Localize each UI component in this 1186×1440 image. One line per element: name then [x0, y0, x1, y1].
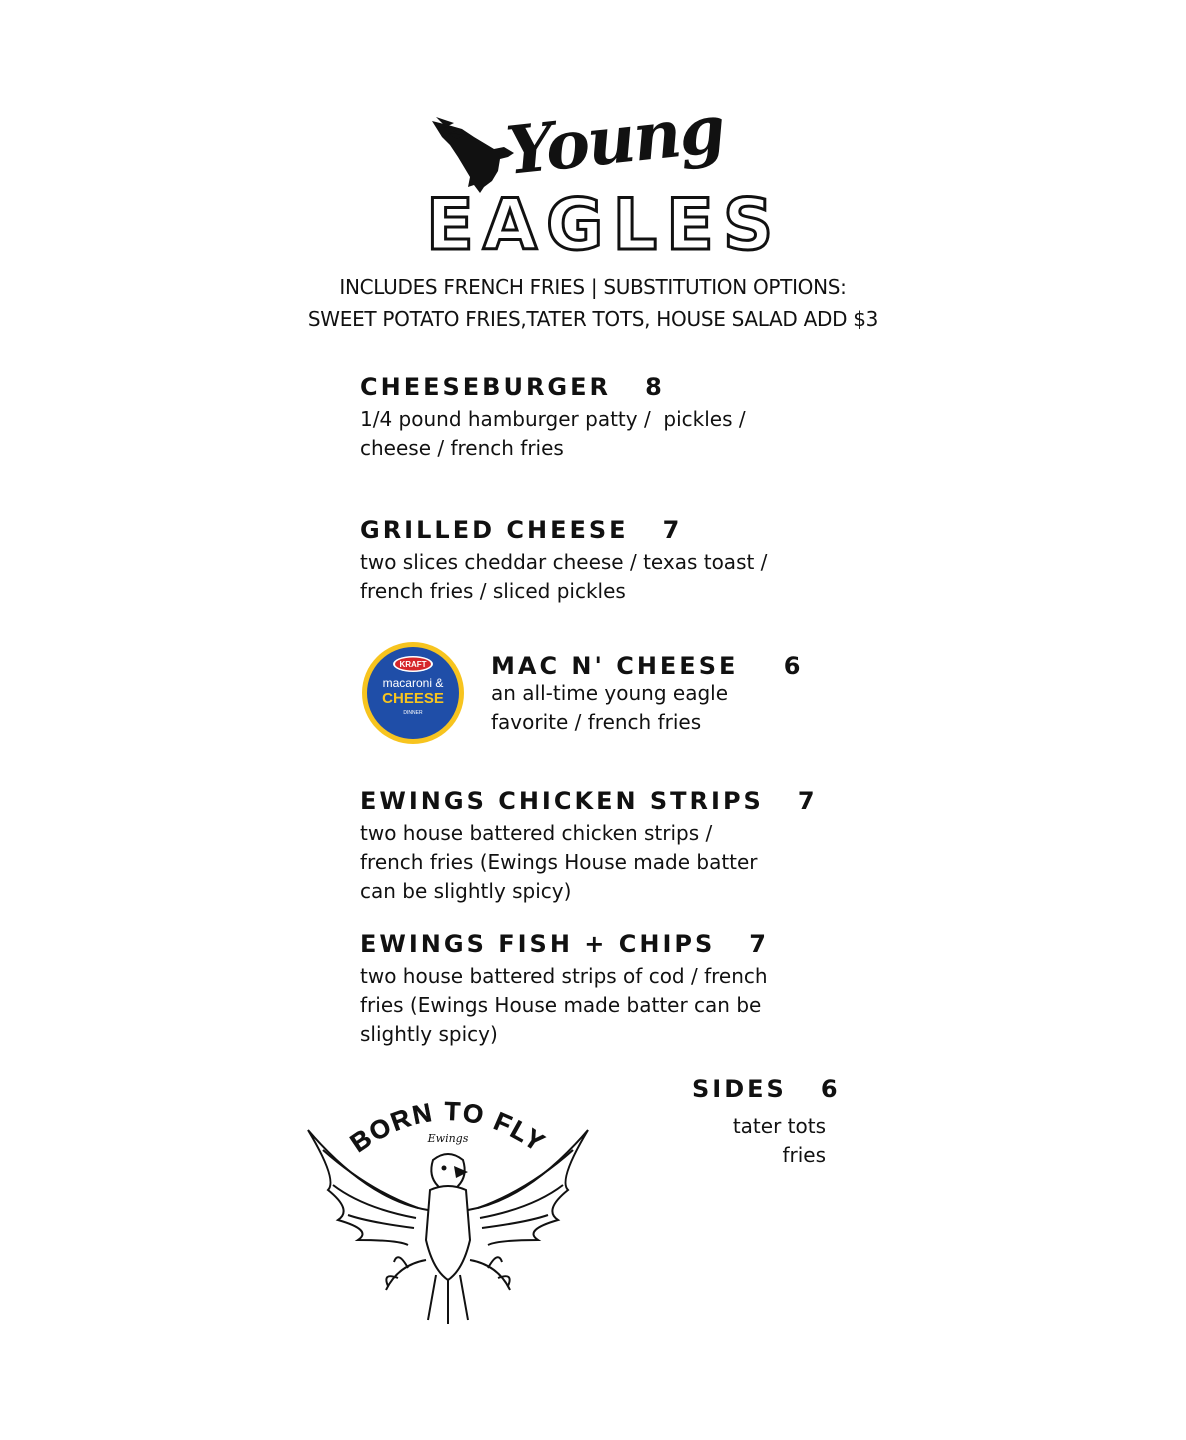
item-title-fish-chips: EWINGS FISH + CHIPS 7 [360, 930, 770, 958]
kraft-line2-text: CHEESE [382, 690, 444, 707]
desc-line: cheese / french fries [360, 436, 564, 460]
item-desc-cheeseburger [360, 405, 746, 463]
item-title-chicken-strips: EWINGS CHICKEN STRIPS 7 [360, 787, 818, 815]
kraft-mac-cheese-logo [360, 640, 466, 746]
kraft-line1-text: macaroni & [382, 676, 444, 690]
item-desc-grilled-cheese [360, 548, 767, 606]
desc-line: favorite / french fries [491, 710, 702, 734]
desc-line: can be slightly spicy) [360, 879, 572, 903]
kraft-line3-text: DINNER [403, 710, 423, 716]
intro-line-2: SWEET POTATO FRIES,TATER TOTS, HOUSE SALAD ADD $3 [307, 307, 879, 331]
born-to-fly-eagle-emblem [298, 1090, 598, 1326]
sides-title: SIDES 6 [692, 1075, 841, 1103]
desc-line: french fries (Ewings House made batter [360, 850, 758, 874]
ewings-script-text: Ewings [427, 1132, 469, 1145]
desc-line: fries [782, 1143, 826, 1167]
desc-line: two slices cheddar cheese / texas toast / [360, 550, 768, 574]
desc-line: fries (Ewings House made batter can be [360, 993, 762, 1017]
born-to-fly-text: BORN TO FLY [344, 1095, 552, 1159]
item-desc-chicken-strips [360, 819, 758, 906]
desc-line: french fries / sliced pickles [360, 579, 626, 603]
logo-young-text: Young [502, 89, 727, 190]
item-title-grilled-cheese: GRILLED CHEESE 7 [360, 516, 683, 544]
item-desc-mac-n-cheese [491, 679, 728, 737]
item-title-cheeseburger: CHEESEBURGER 8 [360, 373, 665, 401]
logo-eagles-text: EAGLES [426, 184, 783, 266]
desc-line: two house battered chicken strips / [360, 821, 713, 845]
kraft-brand-text: KRAFT [399, 660, 427, 669]
desc-line: slightly spicy) [360, 1022, 498, 1046]
item-desc-fish-chips [360, 962, 768, 1049]
desc-line: 1/4 pound hamburger patty / pickles / [360, 407, 746, 431]
desc-line: two house battered strips of cod / french [360, 964, 768, 988]
intro-line-1: INCLUDES FRENCH FRIES | SUBSTITUTION OPTIONS: [339, 275, 847, 299]
svg-text:BORN TO FLY [345, 1096, 552, 1158]
sides-desc [676, 1112, 826, 1170]
item-title-mac-n-cheese: MAC N' CHEESE 6 [491, 652, 804, 680]
desc-line: tater tots [732, 1114, 826, 1138]
desc-line: an all-time young eagle [491, 681, 729, 705]
